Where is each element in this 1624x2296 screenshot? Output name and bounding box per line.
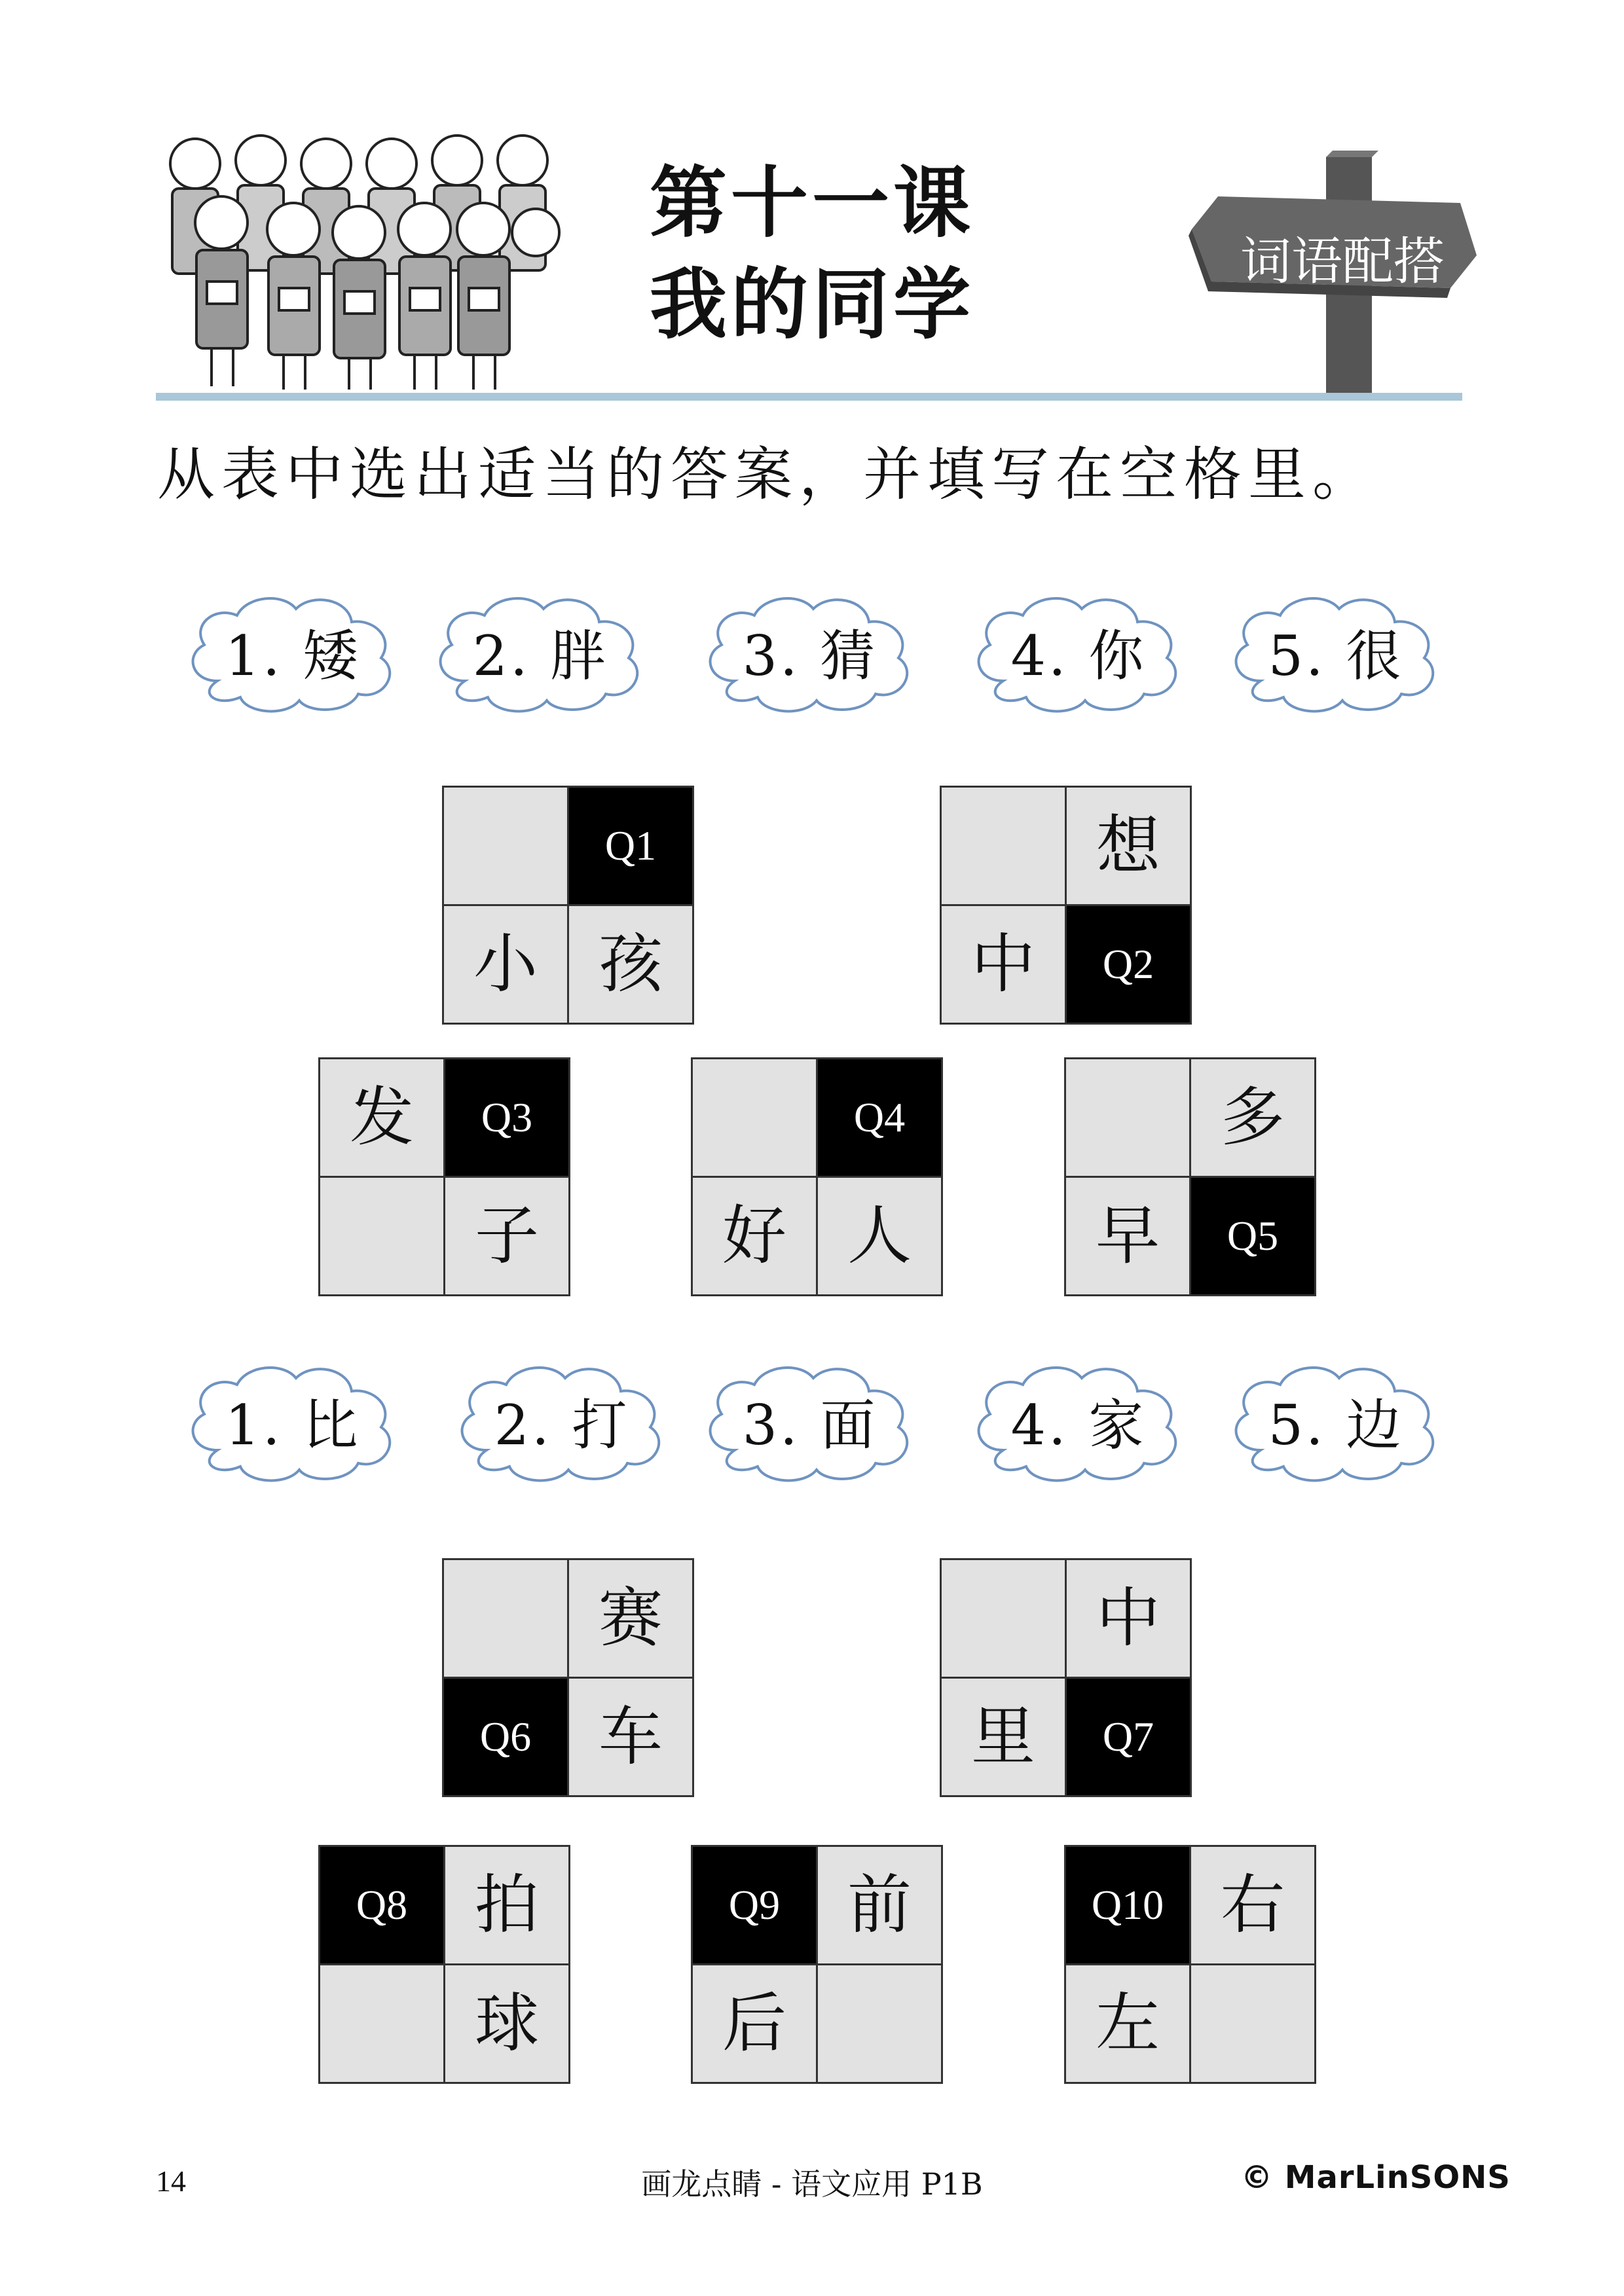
grid-cell: 小	[444, 906, 567, 1023]
question-cell[interactable]: Q9	[693, 1847, 816, 1963]
word-grid-5	[1064, 1057, 1316, 1296]
word-grid-3	[318, 1057, 570, 1296]
word-grid-4	[691, 1057, 943, 1296]
instruction-text: 从表中选出适当的答案，并填写在空格里。	[157, 441, 1377, 508]
option-cloud	[964, 583, 1193, 720]
option-label: 4. 你	[1010, 623, 1147, 688]
option-cloud	[178, 583, 407, 720]
question-cell[interactable]: Q1	[569, 788, 692, 904]
option-label: 2. 胖	[472, 623, 608, 688]
grid-cell: 车	[569, 1679, 692, 1795]
question-cell[interactable]: Q8	[320, 1847, 443, 1963]
header-divider	[156, 393, 1462, 401]
grid-cell	[444, 788, 567, 904]
grid-cell: 后	[693, 1965, 816, 2082]
grid-cell: 中	[942, 906, 1065, 1023]
grid-cell: 中	[1067, 1560, 1190, 1677]
option-label: 3. 面	[742, 1393, 878, 1457]
question-cell[interactable]: Q4	[818, 1059, 941, 1176]
question-cell[interactable]: Q3	[445, 1059, 568, 1176]
word-grid-10	[1064, 1845, 1316, 2084]
question-cell[interactable]: Q7	[1067, 1679, 1190, 1795]
grid-cell	[1066, 1059, 1189, 1176]
question-cell[interactable]: Q5	[1191, 1178, 1314, 1294]
grid-cell: 想	[1067, 788, 1190, 904]
option-cloud	[964, 1352, 1193, 1489]
sign-label: 词语配搭	[1240, 232, 1445, 291]
grid-cell	[942, 788, 1065, 904]
grid-cell: 人	[818, 1178, 941, 1294]
question-cell[interactable]: Q10	[1066, 1847, 1189, 1963]
option-cloud	[1221, 583, 1450, 720]
grid-cell	[320, 1965, 443, 2082]
grid-cell: 左	[1066, 1965, 1189, 2082]
word-grid-1	[442, 786, 694, 1025]
option-label: 5. 边	[1268, 1393, 1404, 1457]
grid-cell: 前	[818, 1847, 941, 1963]
book-title: 画龙点睛 - 语文应用 P1B	[641, 2166, 983, 2202]
grid-cell: 好	[693, 1178, 816, 1294]
question-cell[interactable]: Q6	[444, 1679, 567, 1795]
word-grid-9	[691, 1845, 943, 2084]
page-number: 14	[156, 2164, 186, 2198]
grid-cell: 赛	[569, 1560, 692, 1677]
grid-cell	[693, 1059, 816, 1176]
word-grid-6	[442, 1558, 694, 1797]
grid-cell: 早	[1066, 1178, 1189, 1294]
option-label: 3. 猜	[742, 623, 878, 688]
option-cloud	[1221, 1352, 1450, 1489]
grid-cell: 右	[1191, 1847, 1314, 1963]
option-label: 1. 矮	[225, 623, 361, 688]
word-grid-8	[318, 1845, 570, 2084]
grid-cell	[444, 1560, 567, 1677]
grid-cell	[818, 1965, 941, 2082]
grid-cell: 孩	[569, 906, 692, 1023]
grid-cell: 球	[445, 1965, 568, 2082]
option-label: 2. 打	[494, 1393, 630, 1457]
option-cloud	[426, 583, 655, 720]
grid-cell: 里	[942, 1679, 1065, 1795]
option-cloud	[695, 1352, 925, 1489]
grid-cell	[320, 1178, 443, 1294]
grid-cell: 多	[1191, 1059, 1314, 1176]
lesson-subtitle: 我的同学	[649, 259, 974, 350]
option-label: 4. 家	[1010, 1393, 1147, 1457]
option-label: 1. 比	[225, 1393, 361, 1457]
grid-cell	[942, 1560, 1065, 1677]
option-label: 5. 很	[1268, 623, 1404, 688]
question-cell[interactable]: Q2	[1067, 906, 1190, 1023]
grid-cell	[1191, 1965, 1314, 2082]
option-cloud	[178, 1352, 407, 1489]
option-cloud	[695, 583, 925, 720]
copyright-text: © MarLinSONS	[1241, 2159, 1511, 2196]
word-grid-7	[940, 1558, 1192, 1797]
grid-cell: 拍	[445, 1847, 568, 1963]
word-grid-2	[940, 786, 1192, 1025]
grid-cell: 子	[445, 1178, 568, 1294]
option-cloud	[447, 1352, 676, 1489]
grid-cell: 发	[320, 1059, 443, 1176]
lesson-title: 第十一课	[649, 158, 974, 248]
